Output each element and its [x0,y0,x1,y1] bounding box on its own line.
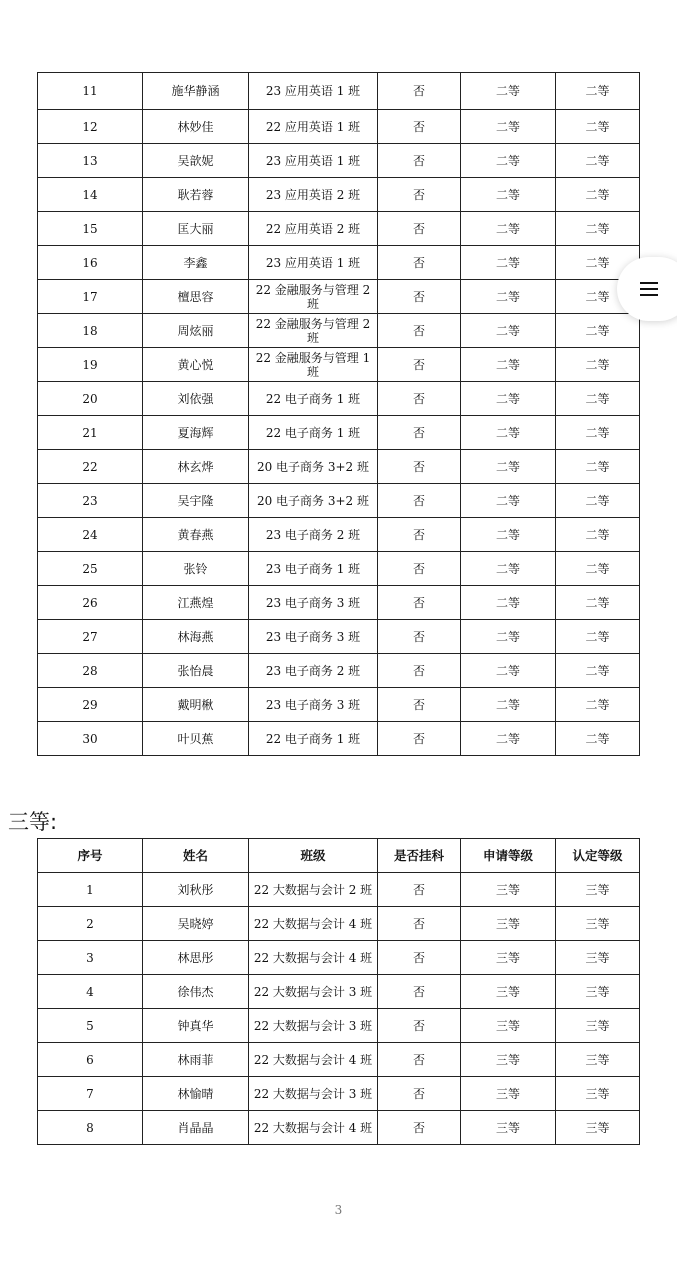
cell-approved-level: 二等 [556,586,640,620]
third-class-table-body [38,873,640,1145]
cell-name: 周炫丽 [143,314,249,348]
cell-approved-level: 三等 [556,907,640,941]
cell-approved-level: 三等 [556,1111,640,1145]
cell-index: 17 [38,280,143,314]
cell-failed-course: 否 [378,178,461,212]
cell-name: 林海燕 [143,620,249,654]
cell-class: 22 大数据与会计 4 班 [249,1043,378,1077]
table-row [38,212,640,246]
section-heading: 三等: [8,810,58,834]
table-row [38,382,640,416]
table-row [38,620,640,654]
table-row [38,586,640,620]
cell-name: 夏海辉 [143,416,249,450]
cell-index: 14 [38,178,143,212]
second-class-table-body [38,73,640,756]
cell-approved-level: 二等 [556,246,640,280]
cell-class: 22 电子商务 1 班 [249,416,378,450]
cell-name: 吴宇隆 [143,484,249,518]
cell-failed-course: 否 [378,688,461,722]
cell-failed-course: 否 [378,314,461,348]
cell-class: 22 大数据与会计 4 班 [249,1111,378,1145]
cell-class: 22 应用英语 1 班 [249,110,378,144]
cell-index: 3 [38,941,143,975]
page-number: 3 [334,1203,343,1217]
cell-index: 5 [38,1009,143,1043]
cell-class: 22 大数据与会计 2 班 [249,873,378,907]
cell-applied-level: 二等 [461,178,556,212]
cell-name: 吴歆妮 [143,144,249,178]
cell-approved-level: 二等 [556,722,640,756]
table-row [38,873,640,907]
cell-class: 22 电子商务 1 班 [249,722,378,756]
cell-index: 29 [38,688,143,722]
cell-name: 吴晓婷 [143,907,249,941]
cell-approved-level: 二等 [556,212,640,246]
cell-class: 23 电子商务 3 班 [249,586,378,620]
cell-failed-course: 否 [378,941,461,975]
cell-approved-level: 二等 [556,110,640,144]
cell-failed-course: 否 [378,975,461,1009]
cell-failed-course: 否 [378,1077,461,1111]
cell-name: 黄春燕 [143,518,249,552]
cell-index: 11 [38,73,143,110]
cell-failed-course: 否 [378,552,461,586]
table-row [38,314,640,348]
cell-class: 22 金融服务与管理 2 班 [249,280,378,314]
cell-class: 23 电子商务 3 班 [249,688,378,722]
cell-failed-course: 否 [378,484,461,518]
cell-index: 20 [38,382,143,416]
cell-approved-level: 二等 [556,416,640,450]
table-row [38,1111,640,1145]
cell-index: 15 [38,212,143,246]
cell-name: 林玄烨 [143,450,249,484]
second-class-table [37,72,640,756]
cell-name: 林妙佳 [143,110,249,144]
cell-failed-course: 否 [378,348,461,382]
cell-index: 13 [38,144,143,178]
cell-applied-level: 二等 [461,382,556,416]
cell-class: 22 大数据与会计 3 班 [249,1077,378,1111]
hamburger-menu-icon [640,278,658,300]
cell-index: 23 [38,484,143,518]
cell-approved-level: 二等 [556,552,640,586]
cell-applied-level: 三等 [461,1009,556,1043]
cell-name: 李鑫 [143,246,249,280]
header-index: 序号 [38,839,143,873]
cell-approved-level: 二等 [556,620,640,654]
cell-failed-course: 否 [378,416,461,450]
cell-approved-level: 三等 [556,941,640,975]
cell-failed-course: 否 [378,246,461,280]
cell-class: 23 应用英语 2 班 [249,178,378,212]
table-row [38,518,640,552]
cell-class: 23 电子商务 3 班 [249,620,378,654]
cell-name: 林思彤 [143,941,249,975]
cell-name: 耿若蓉 [143,178,249,212]
cell-class: 22 大数据与会计 3 班 [249,975,378,1009]
cell-class: 22 应用英语 2 班 [249,212,378,246]
cell-failed-course: 否 [378,1009,461,1043]
cell-failed-course: 否 [378,212,461,246]
cell-applied-level: 二等 [461,280,556,314]
cell-index: 7 [38,1077,143,1111]
cell-index: 22 [38,450,143,484]
table-row [38,348,640,382]
cell-failed-course: 否 [378,144,461,178]
cell-index: 2 [38,907,143,941]
third-class-table [37,838,640,1145]
table-row [38,941,640,975]
table-row [38,907,640,941]
cell-failed-course: 否 [378,1043,461,1077]
cell-index: 1 [38,873,143,907]
table-row [38,110,640,144]
cell-applied-level: 二等 [461,144,556,178]
cell-applied-level: 二等 [461,450,556,484]
cell-approved-level: 二等 [556,73,640,110]
cell-applied-level: 二等 [461,552,556,586]
table-row [38,416,640,450]
cell-class: 23 电子商务 2 班 [249,518,378,552]
cell-index: 6 [38,1043,143,1077]
table-header-row [38,839,640,873]
cell-name: 林愉晴 [143,1077,249,1111]
cell-name: 江燕煌 [143,586,249,620]
cell-failed-course: 否 [378,382,461,416]
cell-name: 匡大丽 [143,212,249,246]
cell-applied-level: 三等 [461,907,556,941]
table-row [38,73,640,110]
header-class: 班级 [249,839,378,873]
table-row [38,144,640,178]
header-failed-course: 是否挂科 [378,839,461,873]
cell-applied-level: 二等 [461,110,556,144]
cell-approved-level: 二等 [556,518,640,552]
cell-class: 23 应用英语 1 班 [249,73,378,110]
cell-failed-course: 否 [378,1111,461,1145]
cell-name: 施华静涵 [143,73,249,110]
table-row [38,975,640,1009]
cell-approved-level: 三等 [556,1043,640,1077]
cell-failed-course: 否 [378,907,461,941]
table-row [38,280,640,314]
cell-applied-level: 三等 [461,873,556,907]
cell-name: 徐伟杰 [143,975,249,1009]
cell-class: 22 大数据与会计 4 班 [249,907,378,941]
cell-index: 8 [38,1111,143,1145]
cell-applied-level: 二等 [461,348,556,382]
cell-approved-level: 二等 [556,178,640,212]
table-row [38,688,640,722]
cell-name: 戴明楸 [143,688,249,722]
cell-name: 黄心悦 [143,348,249,382]
cell-name: 肖晶晶 [143,1111,249,1145]
cell-applied-level: 二等 [461,246,556,280]
cell-index: 30 [38,722,143,756]
cell-failed-course: 否 [378,280,461,314]
cell-index: 16 [38,246,143,280]
cell-applied-level: 二等 [461,586,556,620]
cell-index: 21 [38,416,143,450]
cell-class: 23 电子商务 2 班 [249,654,378,688]
cell-approved-level: 二等 [556,688,640,722]
table-row [38,178,640,212]
cell-approved-level: 三等 [556,873,640,907]
table-row [38,1077,640,1111]
cell-approved-level: 三等 [556,1077,640,1111]
cell-index: 4 [38,975,143,1009]
header-name: 姓名 [143,839,249,873]
cell-approved-level: 二等 [556,382,640,416]
cell-index: 24 [38,518,143,552]
cell-failed-course: 否 [378,450,461,484]
header-applied-level: 申请等级 [461,839,556,873]
cell-name: 叶贝蕉 [143,722,249,756]
cell-class: 20 电子商务 3+2 班 [249,484,378,518]
cell-failed-course: 否 [378,518,461,552]
cell-approved-level: 二等 [556,450,640,484]
cell-failed-course: 否 [378,620,461,654]
cell-name: 刘依强 [143,382,249,416]
cell-failed-course: 否 [378,73,461,110]
cell-applied-level: 二等 [461,416,556,450]
cell-approved-level: 二等 [556,144,640,178]
cell-applied-level: 二等 [461,314,556,348]
table-row [38,552,640,586]
cell-applied-level: 二等 [461,484,556,518]
cell-failed-course: 否 [378,110,461,144]
cell-name: 张怡晨 [143,654,249,688]
table-row [38,1043,640,1077]
cell-index: 12 [38,110,143,144]
cell-name: 檀思容 [143,280,249,314]
cell-class: 22 大数据与会计 4 班 [249,941,378,975]
cell-index: 19 [38,348,143,382]
cell-class: 22 金融服务与管理 1 班 [249,348,378,382]
table-row [38,654,640,688]
cell-class: 23 电子商务 1 班 [249,552,378,586]
menu-button[interactable] [617,257,677,321]
cell-name: 林雨菲 [143,1043,249,1077]
cell-approved-level: 二等 [556,484,640,518]
cell-index: 25 [38,552,143,586]
cell-class: 23 应用英语 1 班 [249,246,378,280]
table-row [38,246,640,280]
cell-name: 刘秋彤 [143,873,249,907]
cell-failed-course: 否 [378,722,461,756]
cell-approved-level: 二等 [556,314,640,348]
cell-class: 20 电子商务 3+2 班 [249,450,378,484]
cell-index: 18 [38,314,143,348]
cell-applied-level: 二等 [461,620,556,654]
table-row [38,1009,640,1043]
cell-applied-level: 三等 [461,941,556,975]
table-row [38,722,640,756]
cell-applied-level: 二等 [461,688,556,722]
cell-index: 27 [38,620,143,654]
cell-failed-course: 否 [378,654,461,688]
cell-applied-level: 三等 [461,1043,556,1077]
table-row [38,450,640,484]
header-approved-level: 认定等级 [556,839,640,873]
cell-applied-level: 三等 [461,1111,556,1145]
cell-approved-level: 二等 [556,348,640,382]
cell-failed-course: 否 [378,586,461,620]
cell-name: 张铃 [143,552,249,586]
cell-name: 钟真华 [143,1009,249,1043]
cell-approved-level: 二等 [556,280,640,314]
cell-class: 22 金融服务与管理 2 班 [249,314,378,348]
cell-applied-level: 三等 [461,975,556,1009]
cell-failed-course: 否 [378,873,461,907]
cell-applied-level: 二等 [461,722,556,756]
cell-index: 26 [38,586,143,620]
cell-applied-level: 二等 [461,212,556,246]
third-class-table-header [38,839,640,873]
cell-class: 22 大数据与会计 3 班 [249,1009,378,1043]
cell-approved-level: 三等 [556,975,640,1009]
cell-applied-level: 二等 [461,518,556,552]
cell-applied-level: 三等 [461,1077,556,1111]
table-row [38,484,640,518]
cell-class: 23 应用英语 1 班 [249,144,378,178]
cell-applied-level: 二等 [461,654,556,688]
cell-index: 28 [38,654,143,688]
cell-class: 22 电子商务 1 班 [249,382,378,416]
cell-applied-level: 二等 [461,73,556,110]
cell-approved-level: 三等 [556,1009,640,1043]
cell-approved-level: 二等 [556,654,640,688]
